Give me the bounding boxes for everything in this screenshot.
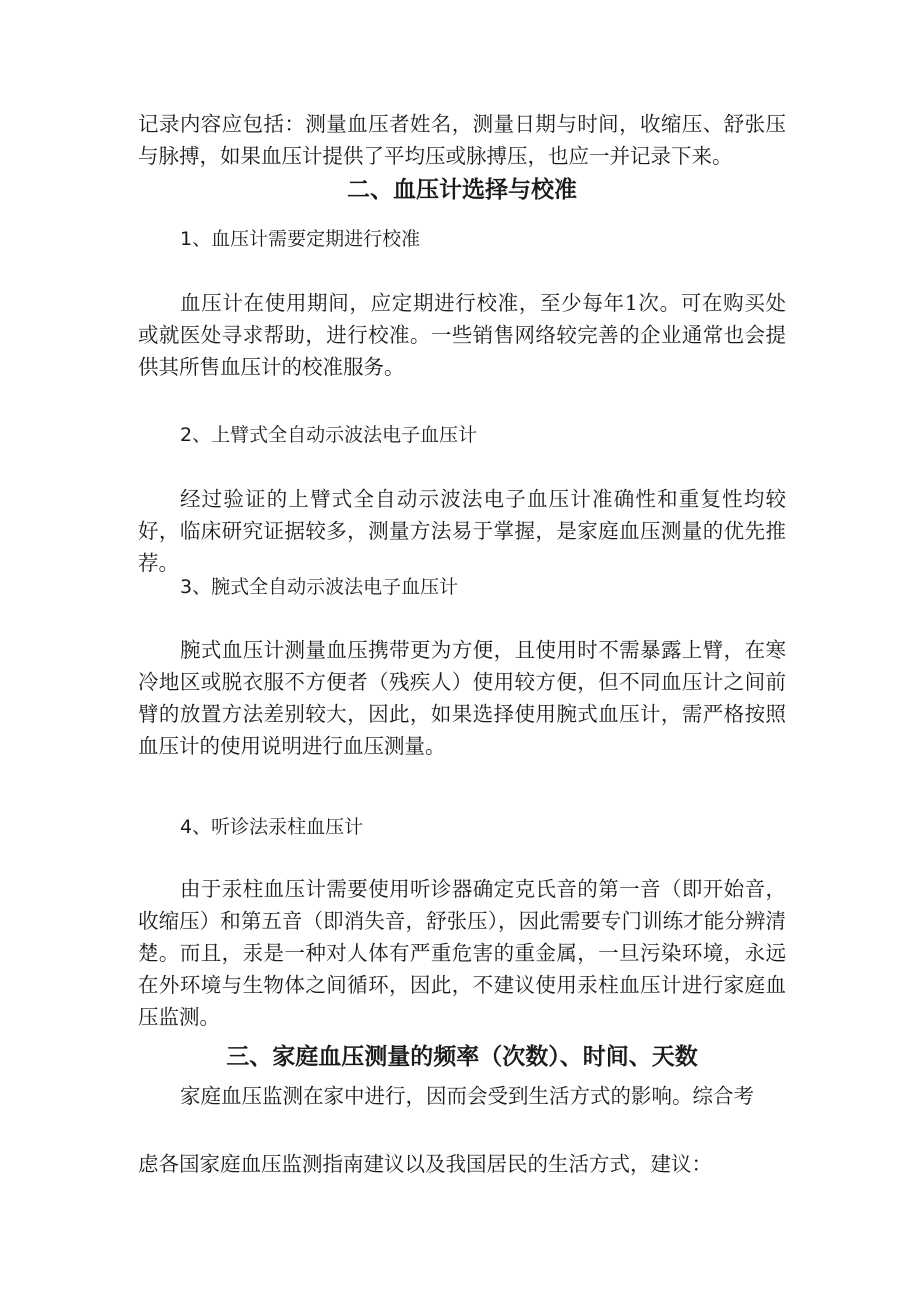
item-1-heading: 1、血压计需要定期进行校准	[180, 228, 421, 250]
section-3-title: 三、家庭血压测量的频率（次数）、时间、天数	[226, 1044, 698, 1070]
item-4-heading: 4、听诊法汞柱血压计	[180, 816, 364, 838]
item-3-paragraph: 腕式血压计测量血压携带更为方便，且使用时不需暴露上臂，在寒冷地区或脱衣服不方便者（残疾人）使用较方便，但不同血压计之间前臂的放置方法差别较大，因此，如果选择使用腕式血压计，需严格按照血压计的使用说明进行血压测量。	[138, 638, 786, 758]
section-3-paragraph-line-2: 虑各国家庭血压监测指南建议以及我国居民的生活方式，建议：	[138, 1152, 712, 1176]
item-4-paragraph: 由于汞柱血压计需要使用听诊器确定克氏音的第一音（即开始音，收缩压）和第五音（即消失音，舒张压），因此需要专门训练才能分辨清楚。而且，汞是一种对人体有严重危害的重金属，一旦污染环境，永远在外环境与生物体之间循环，因此，不建议使用汞柱血压计进行家庭血压监测。	[138, 877, 786, 1029]
item-2-heading: 2、上臂式全自动示波法电子血压计	[180, 424, 478, 446]
item-3-heading: 3、腕式全自动示波法电子血压计	[180, 576, 459, 598]
section-3-paragraph-line-1: 家庭血压监测在家中进行，因而会受到生活方式的影响。综合考	[180, 1084, 754, 1108]
item-1-paragraph: 血压计在使用期间，应定期进行校准，至少每年1次。可在购买处或就医处寻求帮助，进行校准。一些销售网络较完善的企业通常也会提供其所售血压计的校准服务。	[138, 291, 786, 379]
intro-paragraph: 记录内容应包括：测量血压者姓名，测量日期与时间，收缩压、舒张压与脉搏，如果血压计提供了平均压或脉搏压，也应一并记录下来。	[138, 112, 786, 168]
section-2-title: 二、血压计选择与校准	[347, 177, 577, 203]
item-2-paragraph: 经过验证的上臂式全自动示波法电子血压计准确性和重复性均较好，临床研究证据较多，测量方法易于掌握，是家庭血压测量的优先推荐。	[138, 487, 786, 575]
